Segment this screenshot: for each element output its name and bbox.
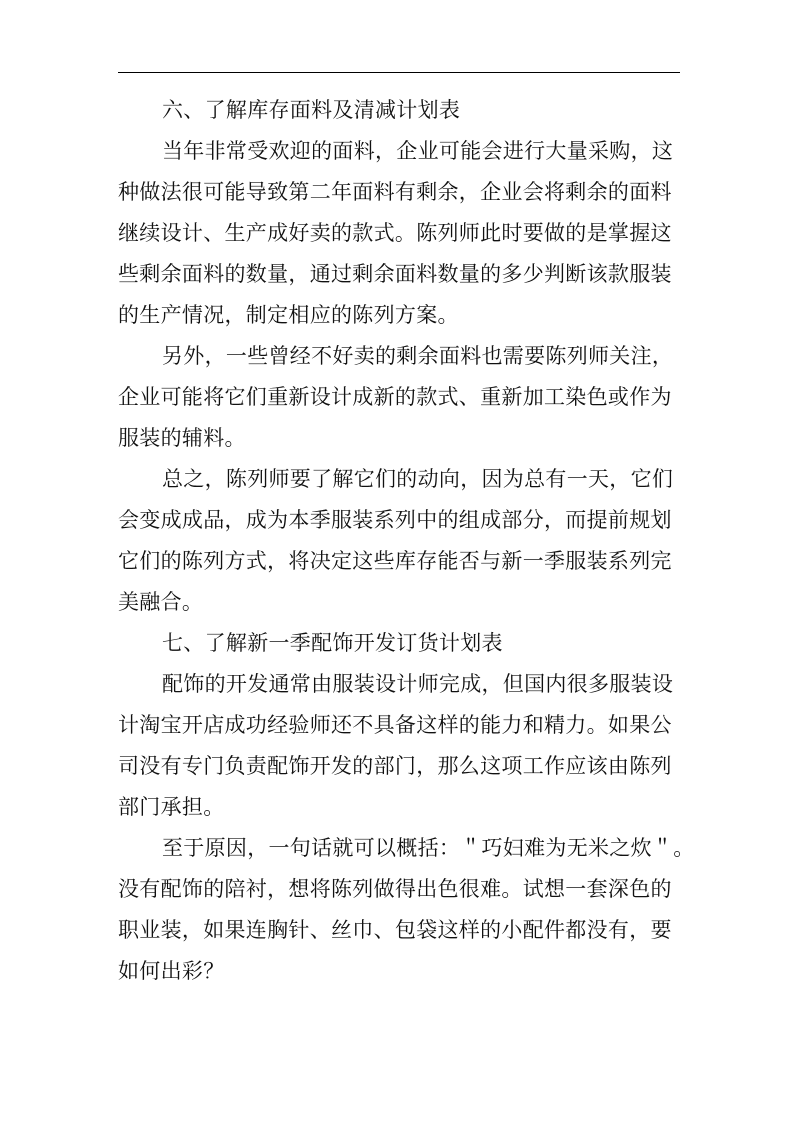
header-rule [118,72,680,73]
paragraph-line: 的生产情况，制定相应的陈列方案。 [118,303,459,327]
paragraph-line: 总之，陈列师要了解它们的动向，因为总有一天，它们 [162,467,674,491]
paragraph-line: 美融合。 [118,590,204,614]
paragraph-line: 会变成成品，成为本季服装系列中的组成部分，而提前规划 [118,508,672,532]
paragraph-line: 部门承担。 [118,795,225,819]
paragraph-line: 继续设计、生产成好卖的款式。陈列师此时要做的是掌握这 [118,221,672,245]
paragraph-line: 如何出彩？ [118,959,225,983]
paragraph-line: 它们的陈列方式，将决定这些库存能否与新一季服装系列完 [118,549,672,573]
section-heading-7: 七、了解新一季配饰开发订货计划表 [162,631,503,655]
document-body [118,90,695,992]
paragraph-line: 当年非常受欢迎的面料，企业可能会进行大量采购，这 [162,139,674,163]
paragraph-line: 司没有专门负责配饰开发的部门，那么这项工作应该由陈列 [118,754,672,778]
paragraph-line: 计淘宝开店成功经验师还不具备这样的能力和精力。如果公 [118,713,672,737]
paragraph-line: 至于原因，一句话就可以概括：＂巧妇难为无米之炊＂。 [162,836,695,860]
paragraph-line: 配饰的开发通常由服装设计师完成，但国内很多服装设 [162,672,674,696]
paragraph-line: 企业可能将它们重新设计成新的款式、重新加工染色或作为 [118,385,672,409]
paragraph-line: 服装的辅料。 [118,426,246,450]
paragraph-line: 没有配饰的陪衬，想将陈列做得出色很难。试想一套深色的 [118,877,672,901]
section-heading-6: 六、了解库存面料及清减计划表 [162,98,461,122]
paragraph-line: 另外，一些曾经不好卖的剩余面料也需要陈列师关注， [162,344,674,368]
paragraph-line: 些剩余面料的数量，通过剩余面料数量的多少判断该款服装 [118,262,672,286]
paragraph-line: 种做法很可能导致第二年面料有剩余，企业会将剩余的面料 [118,180,672,204]
paragraph-line: 职业装，如果连胸针、丝巾、包袋这样的小配件都没有，要 [118,918,672,942]
